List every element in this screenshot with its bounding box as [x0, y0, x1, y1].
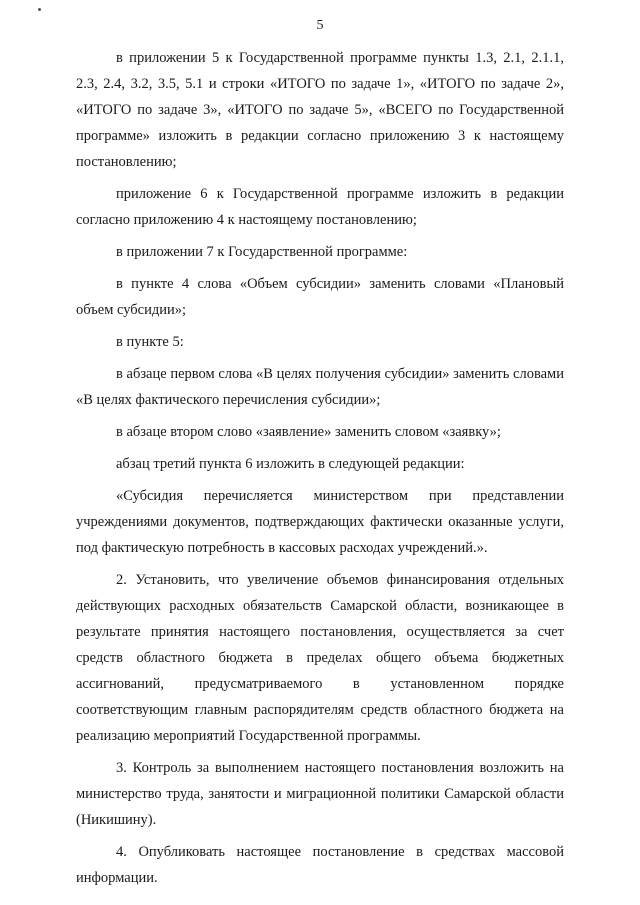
- scan-speck: [38, 8, 41, 11]
- paragraph-section-2: 2. Установить, что увеличение объемов финансирования отдельных действующих расходных обязательств Самарской области, возникающее в результате принятия настоящего постановления, осуществляется за счет средств областного бюджета в пределах общего объема бюджетных ассигнований, предусматриваемого в установленном порядке соответствующим главным распорядителям средств областного бюджета на реализацию мероприятий Государственной программы.: [76, 572, 564, 744]
- page-number: 5: [316, 18, 324, 33]
- paragraph-section-3: 3. Контроль за выполнением настоящего постановления возложить на министерство труда, занятости и миграционной политики Самарской области (Никишину).: [76, 760, 564, 828]
- paragraph-appendix-6: приложение 6 к Государственной программе изложить в редакции согласно приложению 4 к настоящему постановлению;: [76, 186, 564, 228]
- paragraph-appendix-7: в приложении 7 к Государственной программе:: [116, 244, 408, 260]
- paragraph-quote: «Субсидия перечисляется министерством при представлении учреждениями документов, подтверждающих фактически оказанные услуги, под фактическую потребность в кассовых расходах учреждений.».: [76, 488, 564, 556]
- paragraph-section-4: 4. Опубликовать настоящее постановление в средствах массовой информации.: [76, 844, 564, 886]
- paragraph-third-abzac: абзац третий пункта 6 изложить в следующей редакции:: [116, 456, 465, 472]
- paragraph-second-abzac: в абзаце втором слово «заявление» заменить словом «заявку»;: [116, 424, 501, 440]
- paragraph-appendix-5: в приложении 5 к Государственной программе пункты 1.3, 2.1, 2.1.1, 2.3, 2.4, 3.2, 3.5, 5.1 и строки «ИТОГО по задаче 1», «ИТОГО по задаче 2», «ИТОГО по задаче 3», «ИТОГО по задаче 5», «ВСЕГО по Государственной программе» изложить в редакции согласно приложению 3 к настоящему постановлению;: [76, 50, 564, 170]
- paragraph-first-abzac: в абзаце первом слова «В целях получения субсидии» заменить словами «В целях фактического перечисления субсидии»;: [76, 366, 564, 408]
- document-body: [76, 45, 564, 891]
- paragraph-item-4: в пункте 4 слова «Объем субсидии» заменить словами «Плановый объем субсидии»;: [76, 276, 564, 318]
- paragraph-item-5: в пункте 5:: [116, 334, 184, 350]
